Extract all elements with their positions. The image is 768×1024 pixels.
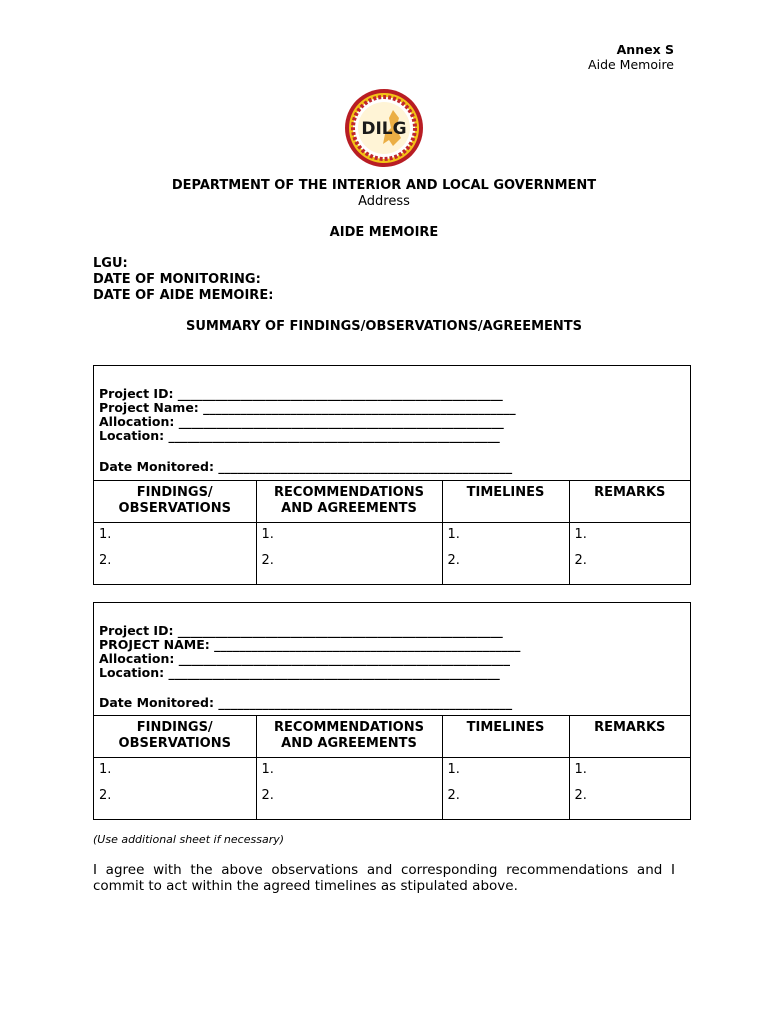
- col-remarks: REMARKS: [569, 481, 690, 522]
- col-findings: FINDINGS/ OBSERVATIONS: [94, 481, 256, 522]
- lgu-label: LGU:: [93, 256, 128, 271]
- allocation-field[interactable]: Allocation: _____________________________________________________: [99, 651, 511, 666]
- project-block-2: [93, 602, 691, 820]
- findings-cell[interactable]: 1. 2.: [94, 522, 256, 584]
- findings-cell[interactable]: 1. 2.: [94, 757, 256, 819]
- meta-fields: [93, 256, 273, 304]
- date-aide-memoire-label: DATE OF AIDE MEMOIRE:: [93, 288, 274, 303]
- col-recommendations: RECOMMENDATIONS AND AGREEMENTS: [256, 481, 442, 522]
- recommendations-cell[interactable]: 1. 2.: [256, 757, 442, 819]
- findings-table: [94, 716, 690, 819]
- recommendations-cell[interactable]: 1. 2.: [256, 522, 442, 584]
- logo-text: DILG: [361, 119, 407, 139]
- project-info: [94, 366, 690, 481]
- col-recommendations: RECOMMENDATIONS AND AGREEMENTS: [256, 716, 442, 757]
- col-timelines: TIMELINES: [442, 481, 569, 522]
- timelines-cell[interactable]: 1. 2.: [442, 522, 569, 584]
- project-block-1: [93, 365, 691, 585]
- col-findings: FINDINGS/ OBSERVATIONS: [94, 716, 256, 757]
- additional-sheet-note: (Use additional sheet if necessary): [93, 833, 285, 846]
- project-name-field[interactable]: PROJECT NAME: _________________________________________________: [99, 637, 521, 652]
- address-line: Address: [358, 194, 410, 209]
- location-field[interactable]: Location: _____________________________________________________: [99, 665, 500, 680]
- project-info: [94, 603, 690, 716]
- location-field[interactable]: Location: _____________________________________________________: [99, 428, 500, 443]
- page-title: AIDE MEMOIRE: [329, 225, 439, 240]
- project-id-field[interactable]: Project ID: ____________________________________________________: [99, 386, 503, 401]
- date-monitoring-label: DATE OF MONITORING:: [93, 272, 261, 287]
- remarks-cell[interactable]: 1. 2.: [574, 526, 587, 568]
- annex-subtitle: Aide Memoire: [588, 57, 674, 72]
- col-remarks: REMARKS: [569, 716, 690, 757]
- date-monitored-field[interactable]: Date Monitored: _______________________________________________: [99, 695, 513, 710]
- annex-title: Annex S: [616, 42, 674, 57]
- project-id-field[interactable]: Project ID: ____________________________________________________: [99, 623, 503, 638]
- project-name-field[interactable]: Project Name: __________________________________________________: [99, 400, 516, 415]
- agreement-statement: I agree with the above observations and corresponding recommendations and I commit to act within the agreed timelines as stipulated above.: [93, 862, 675, 894]
- dilg-seal-logo: [343, 88, 425, 168]
- allocation-field[interactable]: Allocation: ____________________________________________________: [99, 414, 504, 429]
- timelines-cell[interactable]: 1. 2.: [442, 757, 569, 819]
- remarks-cell[interactable]: 1. 2.: [574, 761, 587, 803]
- findings-table: [94, 481, 690, 584]
- col-timelines: TIMELINES: [442, 716, 569, 757]
- annex-label: [588, 42, 674, 72]
- summary-title: SUMMARY OF FINDINGS/OBSERVATIONS/AGREEMENTS: [185, 319, 583, 334]
- department-name: DEPARTMENT OF THE INTERIOR AND LOCAL GOVERNMENT: [171, 178, 597, 193]
- date-monitored-field[interactable]: Date Monitored: _______________________________________________: [99, 459, 513, 474]
